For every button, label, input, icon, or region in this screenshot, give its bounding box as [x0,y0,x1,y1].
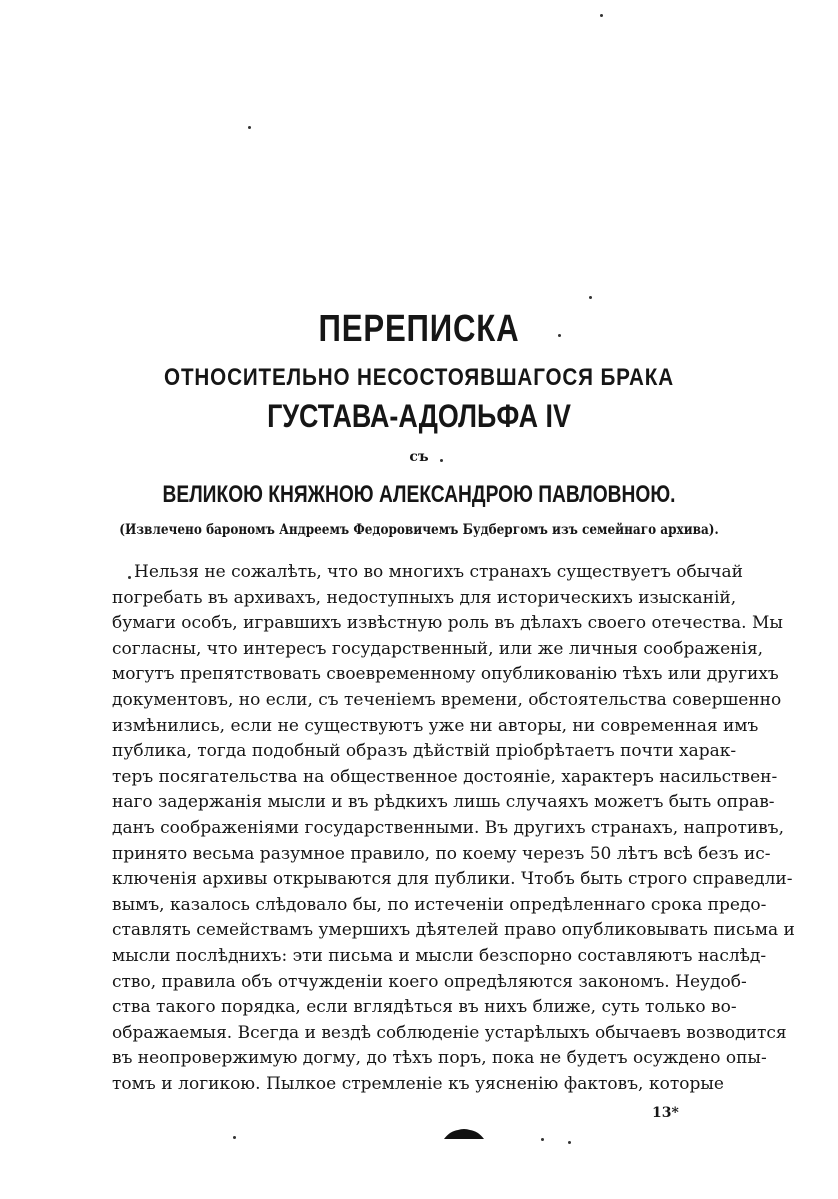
body-line: теръ посягательства на общественное достояніе, характеръ насильствен- [112,766,778,787]
scan-speck [233,1136,236,1139]
body-text [112,560,795,1097]
subtitle-line-2: ГУСТАВА-АДОЛЬФА IV [267,398,571,434]
scan-speck [541,1138,544,1141]
body-line: ставлять семействамъ умершихъ дѣятелей право опубликовывать письма и [112,920,795,941]
body-line: наго задержанія мысли и въ рѣдкихъ лишь случаяхъ можетъ быть оправ- [112,792,775,813]
body-line: погребать въ архивахъ, недоступныхъ для историческихъ изысканій, [112,587,737,608]
body-line: публика, тогда подобный образъ дѣйствій пріобрѣтаетъ почти харак- [112,741,737,762]
body-line: вымъ, казалось слѣдовало бы, по истеченіи опредѣленнаго срока предо- [112,894,767,915]
body-line: бумаги особъ, игравшихъ извѣстную роль въ дѣлахъ своего отечества. Мы [112,613,783,634]
page-title: ПЕРЕПИСКА [318,308,520,350]
body-line: измѣнились, если не существуютъ уже ни авторы, ни современная имъ [112,715,759,736]
body-line: данъ соображеніями государственными. Въ другихъ странахъ, напротивъ, [112,817,784,838]
body-line: ства такого порядка, если вглядѣться въ нихъ ближе, суть только во- [112,997,737,1018]
subtitle-line-3: ВЕЛИКОЮ КНЯЖНОЮ АЛЕКСАНДРОЮ ПАВЛОВНОЮ. [162,481,676,508]
page-number: 13* [652,1105,679,1121]
source-note: (Извлечено барономъ Андреемъ Федоровичемъ Будбергомъ изъ семейнаго архива). [119,522,719,538]
body-line: принято весьма разумное правило, по коему черезъ 50 лѣтъ всѣ безъ ис- [112,843,771,864]
printer-ornament-icon [442,1127,486,1141]
conjunction: съ [409,449,429,465]
scan-speck [568,1141,571,1144]
body-line: ображаемыя. Всегда и вездѣ соблюденіе устарѣлыхъ обычаевъ возводится [112,1022,787,1043]
body-line: ство, правила объ отчужденіи коего опредѣляются закономъ. Неудоб- [112,971,747,992]
scan-speck [128,576,131,579]
body-line: согласны, что интересъ государственный, или же личныя соображенія, [112,638,764,659]
body-line: могутъ препятствовать своевременному опубликованію тѣхъ или другихъ [112,664,779,685]
scan-speck [589,296,592,299]
scan-speck [248,126,251,129]
scan-speck [558,334,561,337]
body-line: въ неопровержимую догму, до тѣхъ поръ, пока не будетъ осуждено опы- [112,1048,767,1069]
body-line: мысли послѣднихъ: эти письма и мысли безспорно составляютъ наслѣд- [112,945,767,966]
scan-speck [600,14,603,17]
subtitle-line-1: ОТНОСИТЕЛЬНО НЕСОСТОЯВШАГОСЯ БРАКА [164,364,674,391]
body-line: ключенія архивы открываются для публики. Чтобъ быть строго справедли- [112,869,793,890]
scan-speck [440,459,443,462]
body-line: Нельзя не сожалѣть, что во многихъ странахъ существуетъ обычай [134,562,744,582]
body-line: документовъ, но если, съ теченіемъ времени, обстоятельства совершенно [112,689,782,710]
body-line: томъ и логикою. Пылкое стремленіе къ уясненію фактовъ, которые [112,1073,724,1094]
